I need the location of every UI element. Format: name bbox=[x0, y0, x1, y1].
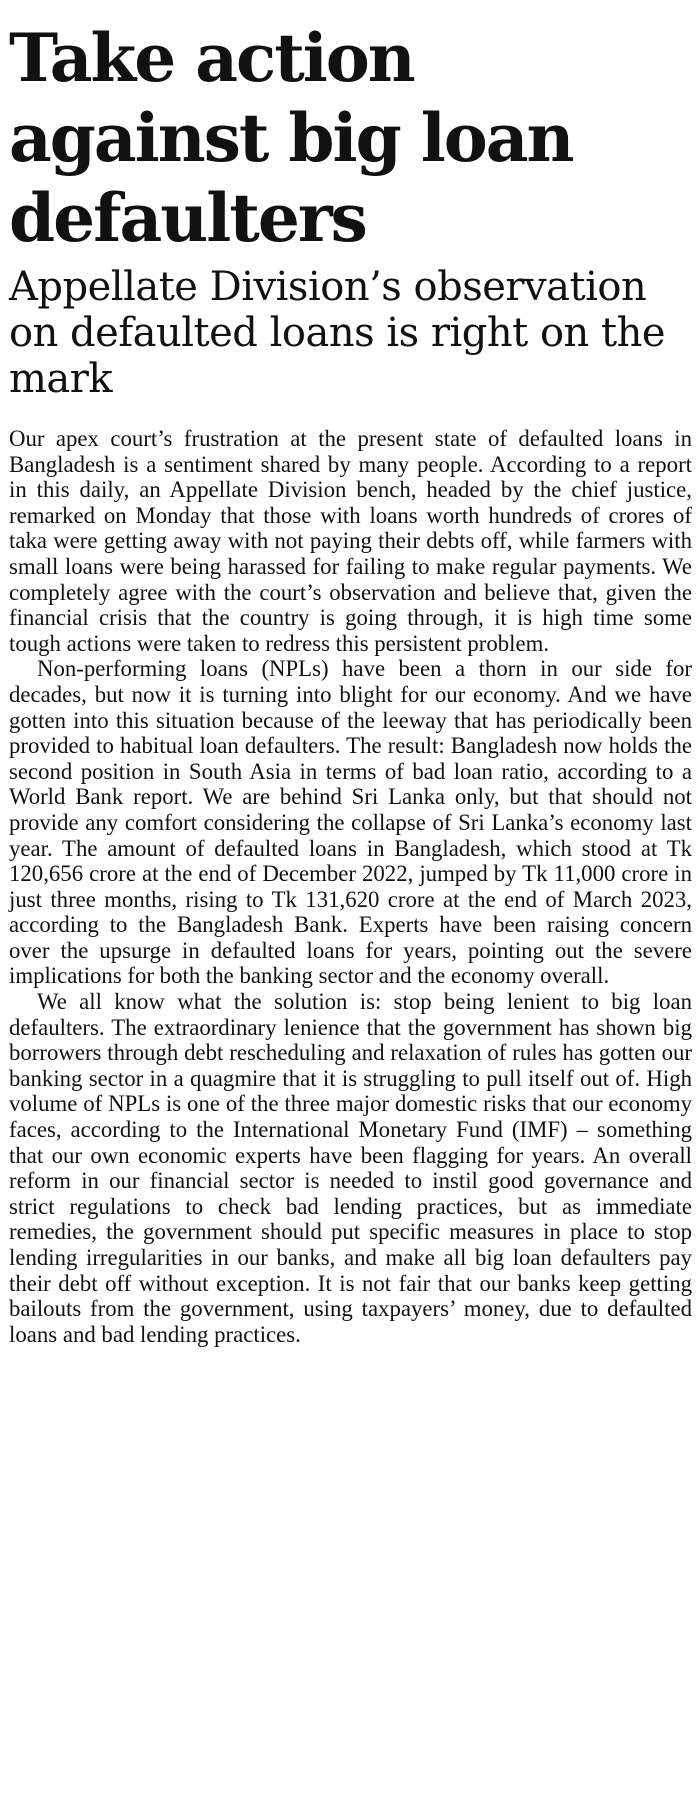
paragraph-3: We all know what the solution is: stop being lenient to big loan defaulters. The extraordinary lenience that the government has shown big borrowers through debt rescheduling and relaxation of rules has gotten our banking sector in a quagmire that it is struggling to pull itself out of. High volume of NPLs is one of the three major domestic risks that our economy faces, according to the International Monetary Fund (IMF) – something that our own economic experts have been flagging for years. An overall reform in our financial sector is needed to instil good governance and strict regulations to check bad lending practices, but as immediate remedies, the government should put specific measures in place to stop lending irregularities in our banks, and make all big loan defaulters pay their debt off without exception. It is not fair that our banks keep getting bailouts from the government, using taxpayers’ money, due to defaulted loans and bad lending practices. bbox=[9, 989, 692, 1347]
paragraph-1: Our apex court’s frustration at the present state of defaulted loans in Bangladesh is a sentiment shared by many people. According to a report in this daily, an Appellate Division bench, headed by the chief justice, remarked on Monday that those with loans worth hundreds of crores of taka were getting away with not paying their debts off, while farmers with small loans were being harassed for failing to make regular payments. We completely agree with the court’s observation and believe that, given the financial crisis that the country is going through, it is high time some tough actions were taken to redress this persistent problem. bbox=[9, 426, 692, 656]
subheadline: Appellate Division’s observation on defaulted loans is right on the mark bbox=[9, 264, 666, 402]
headline: Take action against big loan defaulters bbox=[9, 19, 573, 257]
article-body bbox=[9, 426, 692, 1347]
paragraph-2: Non-performing loans (NPLs) have been a thorn in our side for decades, but now it is turning into blight for our economy. And we have gotten into this situation because of the leeway that has periodically been provided to habitual loan defaulters. The result: Bangladesh now holds the second position in South Asia in terms of bad loan ratio, according to a World Bank report. We are behind Sri Lanka only, but that should not provide any comfort considering the collapse of Sri Lanka’s economy last year. The amount of defaulted loans in Bangladesh, which stood at Tk 120,656 crore at the end of December 2022, jumped by Tk 11,000 crore in just three months, rising to Tk 131,620 crore at the end of March 2023, according to the Bangladesh Bank. Experts have been raising concern over the upsurge in defaulted loans for years, pointing out the severe implications for both the banking sector and the economy overall. bbox=[9, 656, 692, 989]
